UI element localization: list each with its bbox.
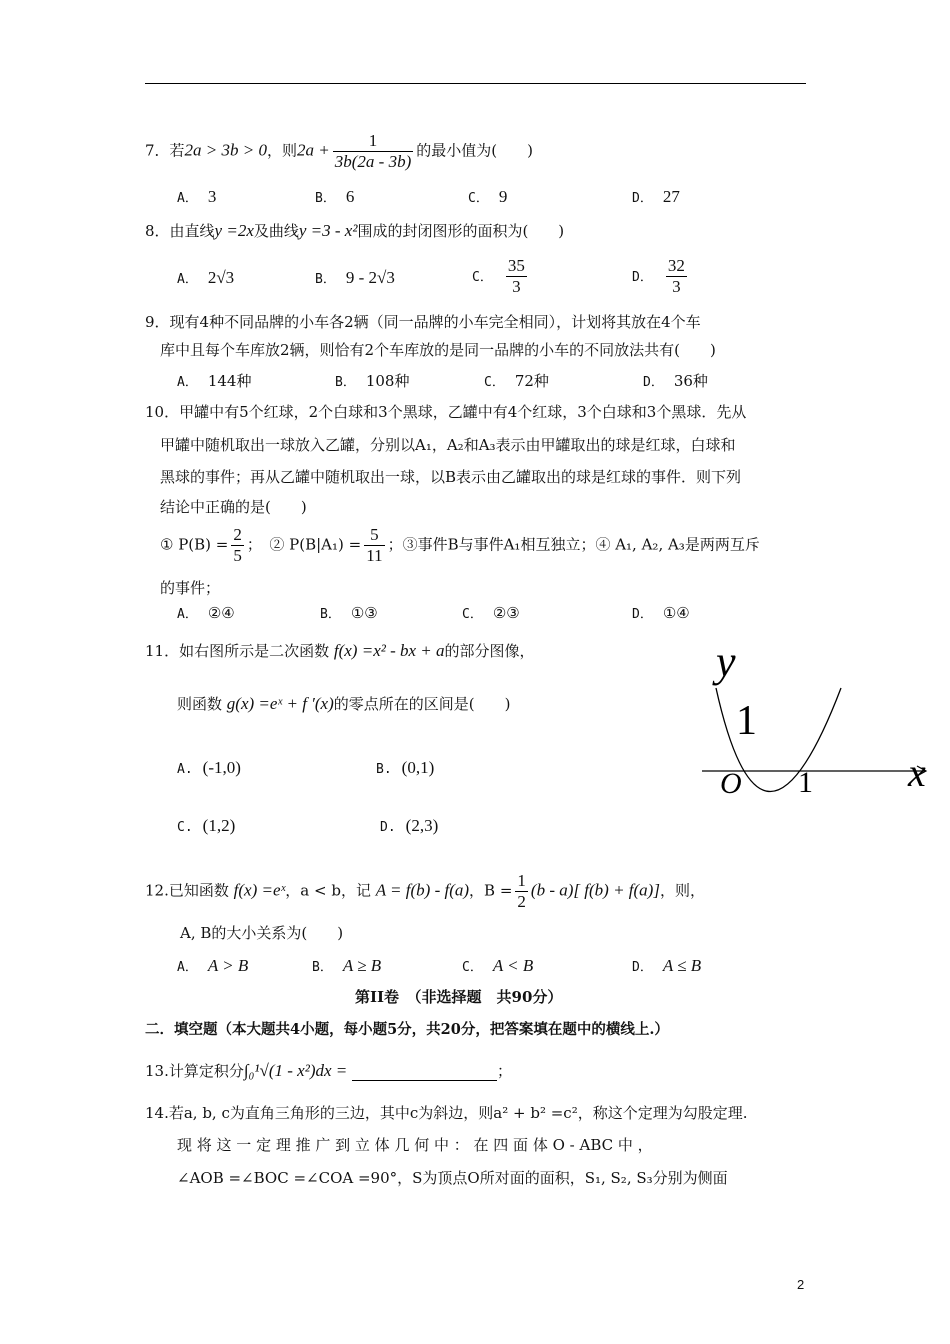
question-10-statements: ① P(B) = $\frac{2}{5}$ ； ② P(B|A₁) = $\frac{5}{11}$ ；③事件B与事件A₁相互独立；④ A₁, A₂, A₃是两两互斥 xyxy=(160,525,760,565)
question-10-line-3: 黑球的事件；再从乙罐中随机取出一球，以B表示由乙罐取出的球是红球的事件．则下列 xyxy=(160,468,742,486)
question-9-line-2: 库中且每个车库放2辆，则恰有2个车库放的是同一品牌的小车的不同放法共有( ) xyxy=(160,341,716,359)
question-8: 8．由直线y =2x及曲线y =3 - x²围成的封闭图形的面积为( ) xyxy=(145,221,565,240)
q7-option-d: D． 27 xyxy=(632,187,680,206)
question-13: 13.计算定积分∫₀¹√(1 - x²)dx = ； xyxy=(145,1061,513,1080)
q12-option-c: C． A < B xyxy=(462,956,534,975)
q7-option-b: B． 6 xyxy=(315,187,355,206)
q12-option-a: A． A > B xyxy=(177,956,249,975)
q12-option-b: B． A ≥ B xyxy=(312,956,382,975)
origin-label: O xyxy=(720,767,742,800)
x-axis-label: x xyxy=(908,750,926,795)
q9-option-a: A． 144种 xyxy=(177,372,252,390)
q8-option-b: B． 9 - 2√3 xyxy=(315,268,395,287)
q8-option-a: A． 2√3 xyxy=(177,268,235,287)
q9-option-d: D． 36种 xyxy=(643,372,708,390)
question-9-line-1: 9．现有4种不同品牌的小车各2辆（同一品牌的小车完全相同），计划将其放在4个车 xyxy=(145,313,701,331)
q7-fraction: $\frac{1}{3b(2a - 3b)}$ xyxy=(334,131,412,171)
q9-option-c: C． 72种 xyxy=(484,372,549,390)
question-11-line-1: 11．如右图所示是二次函数 f(x) =x² - bx + a的部分图像， xyxy=(145,641,535,660)
question-12-line-2: A, B的大小关系为( ) xyxy=(180,924,344,942)
question-10-line-6: 的事件； xyxy=(160,579,221,597)
q11-option-b: B. (0,1) xyxy=(376,758,435,777)
q10-option-a: A． ②④ xyxy=(177,604,235,622)
question-14-line-1: 14.若a, b, c为直角三角形的三边，其中c为斜边，则a² + b² =c²，称这个定理为勾股定理. xyxy=(145,1104,748,1122)
page-number: 2 xyxy=(797,1277,805,1292)
q12-option-d: D． A ≤ B xyxy=(632,956,702,975)
question-10-line-4: 结论中正确的是( ) xyxy=(160,498,307,516)
q8-option-c: C． $\frac{35}{3}$ xyxy=(472,256,525,296)
q7-option-c: C． 9 xyxy=(468,187,508,206)
question-10-line-1: 10．甲罐中有5个红球，2个白球和3个黑球，乙罐中有4个红球，3个白球和3个黑球．先从 xyxy=(145,403,747,421)
q10-option-b: B． ①③ xyxy=(320,604,378,622)
q11-option-a: A. (-1,0) xyxy=(177,758,241,777)
q7-option-a: A． 3 xyxy=(177,187,217,206)
q9-option-b: B． 108种 xyxy=(335,372,410,390)
q8-option-d: D． $\frac{32}{3}$ xyxy=(632,256,685,296)
header-rule xyxy=(145,83,806,84)
question-14-line-3: ∠AOB =∠BOC =∠COA =90°，S为顶点O所对面的面积，S₁, S₂, S₃分别为侧面 xyxy=(177,1169,728,1187)
q11-option-d: D. (2,3) xyxy=(380,816,439,835)
parabola-graph xyxy=(700,630,940,810)
question-7: 7．若2a > 3b > 0，则2a + $\frac{1}{3b(2a - 3b)}$ 的最小值为( ) xyxy=(145,131,533,171)
question-10-line-2: 甲罐中随机取出一球放入乙罐，分别以A₁，A₂和A₃表示由甲罐取出的球是红球，白球和 xyxy=(160,436,736,454)
q10-option-c: C． ②③ xyxy=(462,604,520,622)
q10-option-d: D． ①④ xyxy=(632,604,690,622)
section-2-header: 二．填空题（本大题共4小题，每小题5分，共20分，把答案填在题中的横线上.） xyxy=(145,1021,669,1038)
question-12-line-1: 12.已知函数 f(x) =eˣ，a < b，记 A = f(b) - f(a)，B = $\frac{1}{2}$ (b - a)[ f(b) + f(a)]，则， xyxy=(145,871,705,911)
question-11-line-2: 则函数 g(x) =eˣ + f ′(x)的零点所在的区间是( ) xyxy=(177,694,511,713)
x-one-label: 1 xyxy=(798,766,813,799)
question-14-line-2: 现 将 这 一 定 理 推 广 到 立 体 几 何 中 ： 在 四 面 体 O - ABC 中 ， xyxy=(177,1136,653,1154)
section-2-title: 第II卷 （非选择题 共90分） xyxy=(355,988,563,1006)
y-one-label: 1 xyxy=(736,698,757,744)
y-axis-label: y xyxy=(716,637,736,686)
q11-option-c: C. (1,2) xyxy=(177,816,236,835)
answer-blank-13[interactable] xyxy=(352,1064,497,1081)
